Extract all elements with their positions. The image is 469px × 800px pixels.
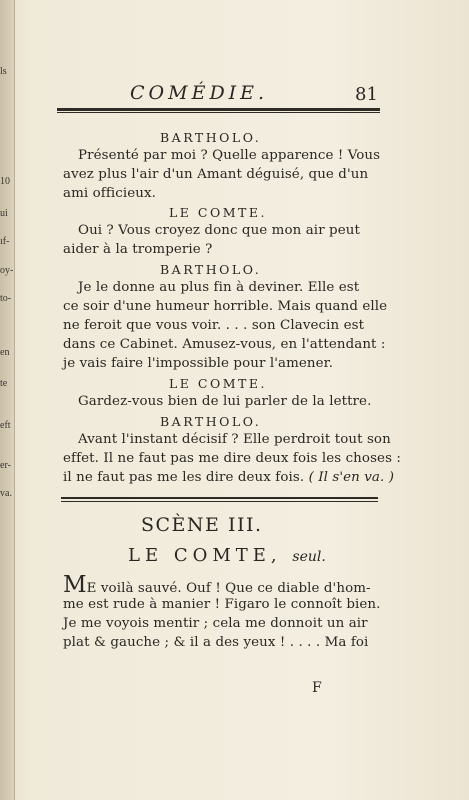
speaker-name: BARTHOLO. [160, 414, 262, 429]
dialogue-line: ce soir d'une humeur horrible. Mais quand elle [63, 299, 388, 314]
dialogue-text: il ne faut pas me les dire deux fois. [63, 470, 305, 485]
speaker-name: LE COMTE. [169, 205, 267, 220]
dialogue-line: Je le donne au plus fin à deviner. Elle est [78, 280, 360, 295]
section-rule-thin [61, 501, 378, 502]
scene-line: me est rude à manier ! Figaro le connoît bien. [63, 597, 381, 612]
header-rule-thin [57, 112, 380, 113]
scene-character [128, 545, 326, 566]
dialogue-line: aider à la tromperie ? [63, 242, 213, 257]
margin-fragment: ui [0, 208, 8, 219]
scene-direction: seul. [292, 549, 326, 565]
margin-fragment: te [0, 378, 8, 389]
margin-fragment: ls [0, 66, 7, 77]
page-number: 81 [355, 84, 378, 105]
dialogue-line: ne feroit que vous voir. . . . son Clavecin est [63, 318, 365, 333]
dialogue-line: Avant l'instant décisif ? Elle perdroit tout son [78, 432, 391, 447]
margin-fragment: er- [0, 460, 11, 471]
scene-line: Je me voyois mentir ; cela me donnoit un air [63, 616, 368, 631]
signature-mark: F [312, 680, 322, 696]
margin-fragment: oy- [0, 265, 14, 276]
scene-character-name: LE COMTE, [128, 545, 282, 566]
scene-title: SCÈNE III. [141, 514, 263, 536]
running-title: COMÉDIE. [130, 82, 269, 104]
dialogue-line: ami officieux. [63, 186, 157, 201]
section-rule [61, 497, 378, 499]
margin-fragment: 10 [0, 176, 10, 187]
dialogue-line: avez plus l'air d'un Amant déguisé, que d'un [63, 167, 369, 182]
margin-fragment: en [0, 347, 10, 358]
dialogue-line: je vais faire l'impossible pour l'amener. [63, 356, 334, 371]
dialogue-line: effet. Il ne faut pas me dire deux fois les choses : [63, 451, 402, 466]
speaker-name: BARTHOLO. [160, 262, 262, 277]
scene-line [63, 572, 371, 598]
margin-fragment: va. [0, 488, 12, 499]
margin-fragment: eft [0, 420, 11, 431]
dialogue-line [63, 470, 394, 485]
dialogue-line: dans ce Cabinet. Amusez-vous, en l'attendant : [63, 337, 386, 352]
scene-first-line: E voilà sauvé. Ouf ! Que ce diable d'hom- [86, 581, 371, 596]
scene-line: plat & gauche ; & il a des yeux ! . . . . Ma foi [63, 635, 369, 650]
dialogue-line: Présenté par moi ? Quelle apparence ! Vous [78, 148, 381, 163]
dialogue-line: Oui ? Vous croyez donc que mon air peut [78, 223, 360, 238]
margin-fragment: ıf- [0, 236, 10, 247]
speaker-name: BARTHOLO. [160, 130, 262, 145]
header-rule [57, 108, 380, 111]
drop-cap: M [63, 572, 87, 598]
margin-fragment: to- [0, 293, 12, 304]
dialogue-line: Gardez-vous bien de lui parler de la lettre. [78, 394, 372, 409]
speaker-name: LE COMTE. [169, 376, 267, 391]
stage-direction: ( Il s'en va. ) [308, 470, 395, 485]
previous-page-edge [0, 0, 15, 800]
